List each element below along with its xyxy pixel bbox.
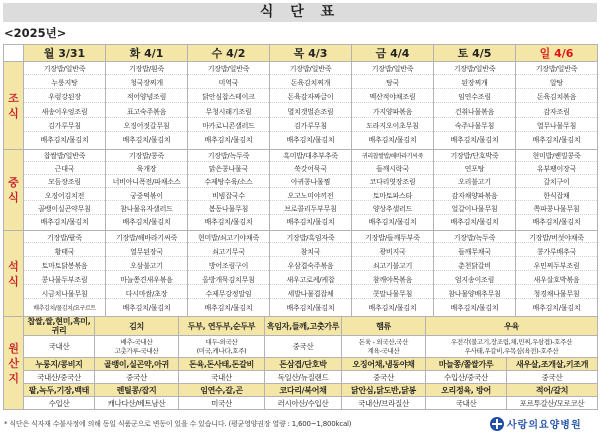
menu-item: 유부팽이장국 bbox=[516, 165, 597, 175]
menu-cell-lunch-sun bbox=[516, 150, 598, 231]
menu-item: 배추김치/물김치 bbox=[122, 303, 171, 312]
day-header-row bbox=[4, 45, 598, 62]
menu-item: 돈육김치찌개 bbox=[270, 79, 351, 89]
menu-item: 도라지오이초무침 bbox=[352, 122, 433, 132]
day-header-tue: 화 4/1 bbox=[106, 45, 188, 62]
menu-item: 열무나물무침 bbox=[516, 122, 597, 132]
origin-country: 포르투갈산/모로코산 bbox=[507, 397, 598, 410]
menu-item: 숙주나물무침 bbox=[434, 122, 515, 132]
origin-ingredient: 우육 bbox=[426, 317, 598, 336]
menu-item: 오삼불고기 bbox=[106, 262, 187, 272]
page-title: 식 단 표 bbox=[3, 3, 597, 22]
menu-item: 현미밥/쇠고기야채죽 bbox=[188, 234, 269, 244]
origin-ingredient: 찹쌀,쌀,현미,흑미,귀리 bbox=[24, 317, 95, 336]
origin-ingredient: 새우살,조개살,키조개 bbox=[507, 358, 598, 371]
menu-item: 쪽파콩나물무침 bbox=[516, 205, 597, 215]
menu-item: 토마토파스타 bbox=[352, 192, 433, 202]
origin-country: 중국산 bbox=[265, 336, 342, 358]
menu-cell-dinner-tue bbox=[106, 231, 188, 317]
origin-ingredient: 골뱅이,실곤약,아귀 bbox=[95, 358, 179, 371]
menu-item: 맑은콩나물국 bbox=[188, 165, 269, 175]
menu-item: 멸치갯벌숀조림 bbox=[270, 108, 351, 118]
menu-item: 배추김치/물김치 bbox=[204, 303, 253, 312]
origin-country: 국내산/브라질산 bbox=[342, 397, 426, 410]
menu-item: 돈육감자짜글이 bbox=[270, 93, 351, 103]
menu-item: 배추김치/물김치 bbox=[122, 217, 171, 226]
menu-cell-lunch-fri bbox=[352, 150, 434, 231]
menu-item: 얼갈이나물무침 bbox=[434, 205, 515, 215]
menu-item: 미역국 bbox=[188, 79, 269, 89]
menu-item: 알탕 bbox=[516, 79, 597, 89]
menu-cell-dinner-wed bbox=[188, 231, 270, 317]
menu-item: 기장밥/일반죽 bbox=[270, 65, 351, 75]
menu-cell-breakfast-thu bbox=[270, 62, 352, 150]
menu-item: 참치국 bbox=[270, 248, 351, 258]
corner-cell bbox=[4, 45, 24, 62]
menu-item: 참나물양배추무침 bbox=[434, 290, 515, 300]
origin-country: 돈육 - 외국산,국산 계육-국내산 bbox=[342, 336, 426, 358]
menu-item: 콩나물두부조림 bbox=[24, 276, 105, 286]
menu-item: 세발나물겹잡체 bbox=[270, 290, 351, 300]
day-header-thu: 목 4/3 bbox=[270, 45, 352, 62]
menu-item: 임연수조림 bbox=[434, 93, 515, 103]
menu-item: 기장밥/일반죽 bbox=[516, 65, 597, 75]
year-label: <2025년> bbox=[4, 26, 67, 40]
menu-item: 오징어젓갈무침 bbox=[106, 122, 187, 132]
menu-cell-dinner-sat bbox=[434, 231, 516, 317]
menu-item: 우민찌두부조림 bbox=[516, 262, 597, 272]
menu-cell-dinner-thu bbox=[270, 231, 352, 317]
meal-row-breakfast bbox=[4, 62, 598, 150]
menu-item: 기장밥/버섯야채죽 bbox=[516, 234, 597, 244]
menu-item: 새우살호박볶음 bbox=[516, 276, 597, 286]
menu-item: 쑥갓어묵국 bbox=[270, 165, 351, 175]
menu-item: 건취나물볶음 bbox=[434, 108, 515, 118]
menu-item: 엄지송이조림 bbox=[434, 276, 515, 286]
menu-item: 기장밥/일반죽 bbox=[434, 65, 515, 75]
origin-header-row bbox=[4, 358, 598, 371]
menu-item: 배추김치/물김치 bbox=[532, 303, 581, 312]
menu-item: 김가루무침 bbox=[270, 122, 351, 132]
menu-item: 청국장찌개 bbox=[106, 79, 187, 89]
origin-value-row bbox=[4, 371, 598, 384]
menu-cell-lunch-tue bbox=[106, 150, 188, 231]
menu-cell-lunch-wed bbox=[188, 150, 270, 231]
menu-item: 근대국 bbox=[24, 165, 105, 175]
menu-item: 궁중떡볶이 bbox=[106, 192, 187, 202]
menu-item: 배추김치/물김치 bbox=[532, 217, 581, 226]
day-header-wed: 수 4/2 bbox=[188, 45, 270, 62]
menu-item: 마카로니콘샐러드 bbox=[188, 122, 269, 132]
menu-item: 흑미밥/대추부추죽 bbox=[270, 152, 351, 162]
menu-cell-lunch-thu bbox=[270, 150, 352, 231]
menu-cell-breakfast-tue bbox=[106, 62, 188, 150]
origin-ingredient: 햄류 bbox=[342, 317, 426, 336]
menu-item: 배추김치/물김치 bbox=[450, 217, 499, 226]
menu-item: 새우고로케/케찹 bbox=[270, 276, 351, 286]
menu-item: 김가루무침 bbox=[24, 122, 105, 132]
menu-item: 기장밥/일반죽 bbox=[24, 65, 105, 75]
menu-item: 우삼겹숙주볶음 bbox=[270, 262, 351, 272]
menu-item: 배추김치/물김치 bbox=[450, 303, 499, 312]
origin-ingredient: 김치 bbox=[95, 317, 179, 336]
menu-item: 감자조림 bbox=[516, 108, 597, 118]
origin-country: 러시아산/수입산 bbox=[265, 397, 342, 410]
menu-item: 기장밥/일반죽 bbox=[188, 65, 269, 75]
menu-item: 수제탕수육/소스 bbox=[188, 178, 269, 188]
menu-item: 기장밥/단호박죽 bbox=[434, 152, 515, 162]
menu-item: 배추김치/물김치 bbox=[450, 136, 499, 145]
origin-country: 국내산 bbox=[179, 371, 265, 384]
origin-table bbox=[3, 316, 598, 410]
menu-item: 기장밥/흑임자죽 bbox=[270, 234, 351, 244]
menu-item: 아귀콩나물찜 bbox=[270, 178, 351, 188]
day-header-mon: 월 3/31 bbox=[24, 45, 106, 62]
menu-item: 멕산적야채조림 bbox=[352, 93, 433, 103]
menu-item: 콩가루배추국 bbox=[516, 248, 597, 258]
menu-cell-dinner-fri bbox=[352, 231, 434, 317]
menu-item: 배추김치/물김치 bbox=[40, 136, 89, 145]
menu-item: 기장밥/흰죽 bbox=[106, 65, 187, 75]
menu-item: 골뱅이실곤약무침 bbox=[24, 205, 105, 215]
menu-item: 배추김치/물김치/요구르트 bbox=[33, 304, 96, 312]
menu-item: 누룽지탕 bbox=[24, 79, 105, 89]
origin-country: 우전각(불고기,장조림,채,민찌,우삼겹)-호주산 우사태,우갈비,우목심(육전)-호주산 bbox=[426, 336, 598, 358]
menu-cell-dinner-sun bbox=[516, 231, 598, 317]
menu-item: 표고숙주볶음 bbox=[106, 108, 187, 118]
meal-row-lunch bbox=[4, 150, 598, 231]
menu-item: 방어조림구이 bbox=[188, 262, 269, 272]
menu-item: 춘천닭갈비 bbox=[434, 262, 515, 272]
origin-ingredient: 임연수,갈,곤 bbox=[179, 384, 265, 397]
menu-item: 오징어김치전 bbox=[24, 192, 105, 202]
origin-country: 중국산 bbox=[507, 371, 598, 384]
origin-country: 수입산 bbox=[24, 397, 95, 410]
menu-item: 오고노미야끼전 bbox=[270, 192, 351, 202]
menu-item: 코다리엿장조림 bbox=[352, 178, 433, 188]
day-header-sun: 일 4/6 bbox=[516, 45, 598, 62]
menu-item: 배추김치/물김치 bbox=[286, 136, 335, 145]
menu-item: 청경채나물무침 bbox=[516, 290, 597, 300]
menu-item: 봄동나물무침 bbox=[188, 205, 269, 215]
origin-ingredient: 돈삼겹/단호박 bbox=[265, 358, 342, 371]
menu-item: 적어양념조림 bbox=[106, 93, 187, 103]
menu-item: 기장밥/일반죽 bbox=[352, 65, 433, 75]
origin-ingredient: 흑임자,들깨,고춧가루 bbox=[265, 317, 342, 336]
menu-item: 올방개묵김치무침 bbox=[188, 276, 269, 286]
menu-item: 배추김치/물김치 bbox=[368, 136, 417, 145]
menu-item: 시금치나물무침 bbox=[24, 290, 105, 300]
menu-item: 황태국 bbox=[24, 248, 105, 258]
menu-item: 들깨무채국 bbox=[434, 248, 515, 258]
origin-country: 중국산 bbox=[95, 371, 179, 384]
menu-item: 양상추샐러드 bbox=[352, 205, 433, 215]
origin-value-row bbox=[4, 336, 598, 358]
menu-item: 모듬장조림 bbox=[24, 178, 105, 188]
origin-ingredient: 오징어채,냉동야채 bbox=[342, 358, 426, 371]
origin-country: 배추-국내산 고춧가루-국내산 bbox=[95, 336, 179, 358]
menu-item: 새송이우엉조림 bbox=[24, 108, 105, 118]
origin-country: 대두-외국산 (미국,캐나다,호주) bbox=[179, 336, 265, 358]
menu-item: 열무된장국 bbox=[106, 248, 187, 258]
menu-item: 오리불고기 bbox=[434, 178, 515, 188]
menu-item: 배추김치/물김치 bbox=[122, 136, 171, 145]
menu-item: 쇠고기무국 bbox=[188, 248, 269, 258]
menu-cell-dinner-mon bbox=[24, 231, 106, 317]
menu-table bbox=[3, 44, 598, 317]
footnote: * 식단은 식자재 수불사정에 의해 동일 식품군으로 변동이 있을 수 있습니다. (평균영양권장 열량 : 1,600~1,800kcal) bbox=[4, 420, 352, 428]
menu-item: 브로콜리두부무침 bbox=[270, 205, 351, 215]
origin-value-row bbox=[4, 397, 598, 410]
menu-item: 닭안심찹스테이크 bbox=[188, 93, 269, 103]
menu-item: 콧말나물무침 bbox=[352, 290, 433, 300]
menu-item: 탕국 bbox=[352, 79, 433, 89]
menu-item: 참깨야목볶음 bbox=[352, 276, 433, 286]
menu-item: 갈치구이 bbox=[516, 178, 597, 188]
menu-item: 기장밥/녹두죽 bbox=[188, 152, 269, 162]
menu-item: 배추김치/물김치 bbox=[40, 217, 89, 226]
menu-item: 배추김치/물김치 bbox=[286, 303, 335, 312]
origin-country: 수입산/중국산 bbox=[426, 371, 507, 384]
menu-item: 쇠고기불고기 bbox=[352, 262, 433, 272]
menu-item: 돈육김치볶음 bbox=[516, 93, 597, 103]
origin-country: 국내산 bbox=[426, 397, 507, 410]
origin-header-row bbox=[4, 384, 598, 397]
origin-country: 중국산 bbox=[342, 371, 426, 384]
origin-ingredient: 적어/갈치 bbox=[507, 384, 598, 397]
menu-item: 배추김치/물김치 bbox=[532, 136, 581, 145]
menu-item: 가지양파볶음 bbox=[352, 108, 433, 118]
menu-item: 무청시래기조림 bbox=[188, 108, 269, 118]
origin-ingredient: 팥,녹두,기장,백태 bbox=[24, 384, 95, 397]
meal-label-dinner: 석 식 bbox=[4, 231, 24, 317]
menu-cell-lunch-sat bbox=[434, 150, 516, 231]
origin-ingredient: 돈육,돈사태,돈갈비 bbox=[179, 358, 265, 371]
origin-ingredient: 누룽지/콩비지 bbox=[24, 358, 95, 371]
origin-ingredient: 두부, 연두부,순두부 bbox=[179, 317, 265, 336]
origin-ingredient: 코다리/북어채 bbox=[265, 384, 342, 397]
menu-item: 육개장 bbox=[106, 165, 187, 175]
menu-cell-lunch-mon bbox=[24, 150, 106, 231]
menu-item: 기장밥/들깨두부죽 bbox=[352, 234, 433, 244]
origin-country: 캐나다산/베트남산 bbox=[95, 397, 179, 410]
origin-ingredient: 닭안심,닭도반,닭봉 bbox=[342, 384, 426, 397]
menu-item: 배추김치/물김치 bbox=[368, 217, 417, 226]
meal-label-breakfast: 조 식 bbox=[4, 62, 24, 150]
menu-item: 배추김치/물김치 bbox=[286, 217, 335, 226]
menu-cell-breakfast-wed bbox=[188, 62, 270, 150]
menu-item: 참나물유자샐러드 bbox=[106, 205, 187, 215]
menu-item: 배추김치/물김치 bbox=[204, 136, 253, 145]
menu-item: 연포탕 bbox=[434, 165, 515, 175]
origin-ingredient: 마늘쫑/쫄쌀가루 bbox=[426, 358, 507, 371]
menu-cell-breakfast-mon bbox=[24, 62, 106, 150]
origin-header-row bbox=[4, 317, 598, 336]
origin-ingredient: 오리정육, 방어 bbox=[426, 384, 507, 397]
menu-item: 너비아니폭전/파채소스 bbox=[106, 178, 187, 188]
day-header-fri: 금 4/4 bbox=[352, 45, 434, 62]
menu-item: 다시마쌈/초장 bbox=[106, 290, 187, 300]
menu-item: 된장찌개 bbox=[434, 79, 515, 89]
origin-country: 국내산/중국산 bbox=[24, 371, 95, 384]
menu-item: 배추김치/물김치 bbox=[368, 303, 417, 312]
menu-item: 한식잡채 bbox=[516, 192, 597, 202]
menu-item: 비빔잡국수 bbox=[188, 192, 269, 202]
menu-item: 귀리찹쌀밥/해바라기씨죽 bbox=[352, 152, 433, 162]
meal-row-dinner bbox=[4, 231, 598, 317]
menu-item: 기장밥/녹두죽 bbox=[434, 234, 515, 244]
menu-item: 찹쌀밥/일반죽 bbox=[24, 152, 105, 162]
hospital-cross-icon bbox=[490, 417, 504, 431]
origin-side-label: 원 산 지 bbox=[4, 317, 24, 410]
day-header-sat: 토 4/5 bbox=[434, 45, 516, 62]
menu-item: 마늘쫑견새우볶음 bbox=[106, 276, 187, 286]
origin-country: 독일산/뉴질랜드 bbox=[265, 371, 342, 384]
menu-item: 감자채양파볶음 bbox=[434, 192, 515, 202]
menu-item: 광비지국 bbox=[352, 248, 433, 258]
menu-item: 토마토닭봉볶음 bbox=[24, 262, 105, 272]
origin-country: 국내산 bbox=[24, 336, 95, 358]
menu-item: 수제무강정말임 bbox=[188, 290, 269, 300]
meal-label-lunch: 중 식 bbox=[4, 150, 24, 231]
menu-item: 현미밥/쌘빌콩죽 bbox=[516, 152, 597, 162]
hospital-brand bbox=[490, 416, 598, 431]
origin-ingredient: 렌틸콩/잡지 bbox=[95, 384, 179, 397]
menu-item: 우렁강된장 bbox=[24, 93, 105, 103]
menu-cell-breakfast-sat bbox=[434, 62, 516, 150]
menu-cell-breakfast-fri bbox=[352, 62, 434, 150]
hospital-name: 사랑의요양병원 bbox=[507, 420, 582, 431]
origin-country: 미국산 bbox=[179, 397, 265, 410]
menu-item: 기장밥/해바라기씨죽 bbox=[106, 234, 187, 244]
menu-item: 기장밥/콩죽 bbox=[106, 152, 187, 162]
menu-cell-breakfast-sun bbox=[516, 62, 598, 150]
menu-item: 들깨시락국 bbox=[352, 165, 433, 175]
menu-item: 기장밥/팥죽 bbox=[24, 234, 105, 244]
menu-item: 배추김치/물김치 bbox=[204, 217, 253, 226]
